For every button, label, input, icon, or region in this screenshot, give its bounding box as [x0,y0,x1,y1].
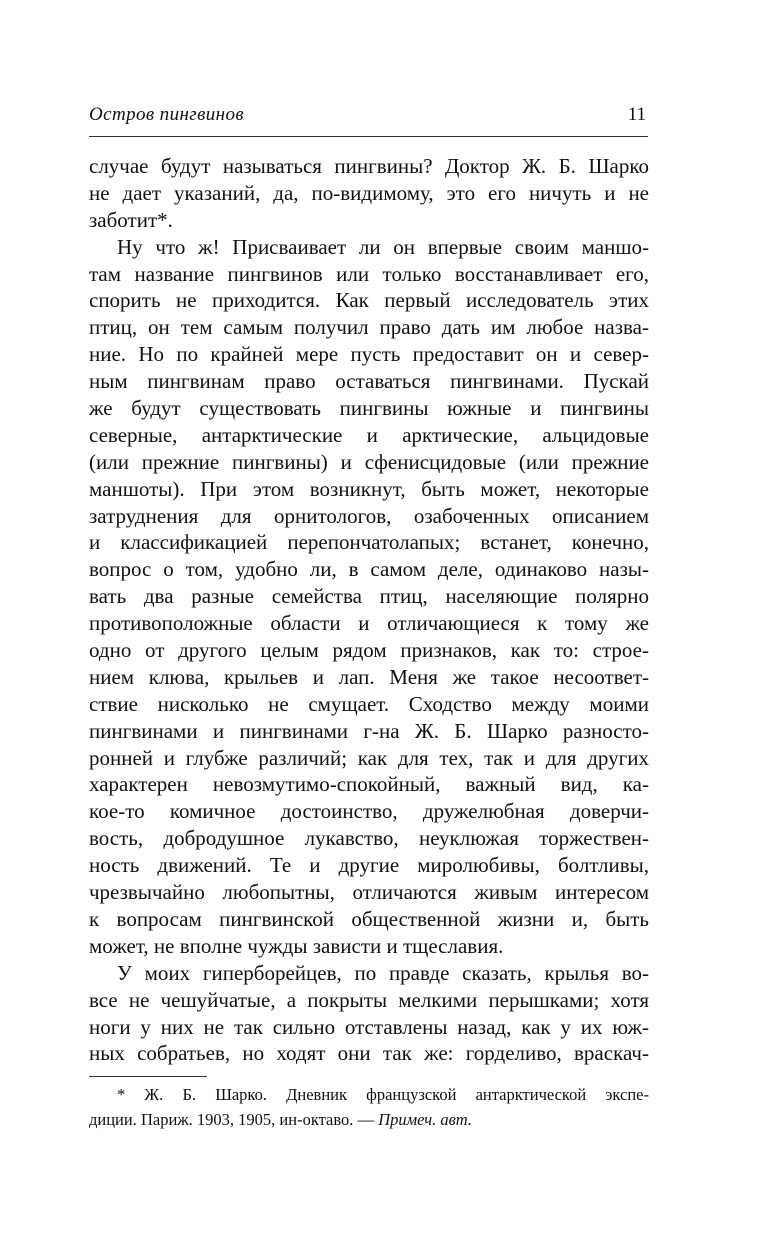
text-line: одно от другого целым рядом признаков, как то: строе- [89,638,649,663]
text-line: птиц, он тем самым получил право дать им любое назва- [89,315,649,340]
text-line: ным пингвинам право оставаться пингвинами. Пускай [89,369,649,394]
text-line: ронней и глубже различий; как для тех, так и для других [89,745,649,770]
text-line: чрезвычайно любопытны, отличаются живым интересом [89,880,649,905]
text-line: ствие нисколько не смущает. Сходство между моими [89,691,649,716]
footnote-line: * Ж. Б. Шарко. Дневник французской антарктической экспе- [117,1085,649,1104]
text-line: и классификацией перепончатолапых; встанет, конечно, [89,530,649,555]
text-line: У моих гиперборейцев, по правде сказать, крылья во- [117,960,649,985]
footnote-divider [89,1076,207,1077]
text-line: вать два разные семейства птиц, населяющие полярно [89,584,649,609]
page-number: 11 [627,104,646,125]
text-line: к вопросам пингвинской общественной жизни и, быть [89,906,649,931]
text-line: спорить не приходится. Как первый исследователь этих [89,288,649,313]
running-header [89,104,648,137]
text-line: ние. Но по крайней мере пусть предоставит он и север- [89,342,649,367]
text-line: же будут существовать пингвины южные и пингвины [89,396,649,421]
text-line: (или прежние пингвины) и сфенисцидовые (или прежние [89,449,649,474]
text-line: ноги у них не так сильно отставлены назад, как у их юж- [89,1014,649,1039]
text-line: все не чешуйчатые, а покрыты мелкими перышками; хотя [89,987,649,1012]
text-line: вопрос о том, удобно ли, в самом деле, одинаково назы- [89,557,649,582]
running-title: Остров пингвинов [89,104,245,125]
footnote [89,1082,649,1132]
author-note: Примеч. авт. [378,1110,473,1129]
text-line: затруднения для орнитологов, озабоченных описанием [89,503,649,528]
text-line: противоположные области и отличающиеся к тому же [89,611,649,636]
text-line: не дает указаний, да, по-видимому, это его ничуть и не [89,180,649,205]
text-line: маншоты). При этом возникнут, быть может, некоторые [89,476,649,501]
text-line: может, не вполне чужды зависти и тщеславия. [89,933,504,958]
text-line: Ну что ж! Присваивает ли он впервые своим маншо- [117,234,649,259]
text-line: пингвинами и пингвинами г-на Ж. Б. Шарко разносто- [89,718,649,743]
text-line: там название пингвинов или только восстанавливает его, [89,261,649,286]
footnote-line [89,1107,649,1132]
text-line: ных собратьев, но ходят они так же: горделиво, враскач- [89,1041,649,1066]
footnote-citation: диции. Париж. 1903, 1905, ин-октаво. — [89,1110,375,1129]
text-line: ность движений. Те и другие миролюбивы, болтливы, [89,853,649,878]
text-line: кое-то комичное достоинство, дружелюбная доверчи- [89,799,649,824]
text-line: северные, антарктические и арктические, альцидовые [89,422,649,447]
text-line: нием клюва, крыльев и лап. Меня же такое несоответ- [89,664,649,689]
text-line: характерен невозмутимо-спокойный, важный вид, ка- [89,772,649,797]
text-line: вость, добродушное лукавство, неуклюжая торжествен- [89,826,649,851]
text-line: заботит*. [89,207,173,232]
body-text [89,153,649,1067]
text-line: случае будут называться пингвины? Доктор Ж. Б. Шарко [89,154,649,178]
